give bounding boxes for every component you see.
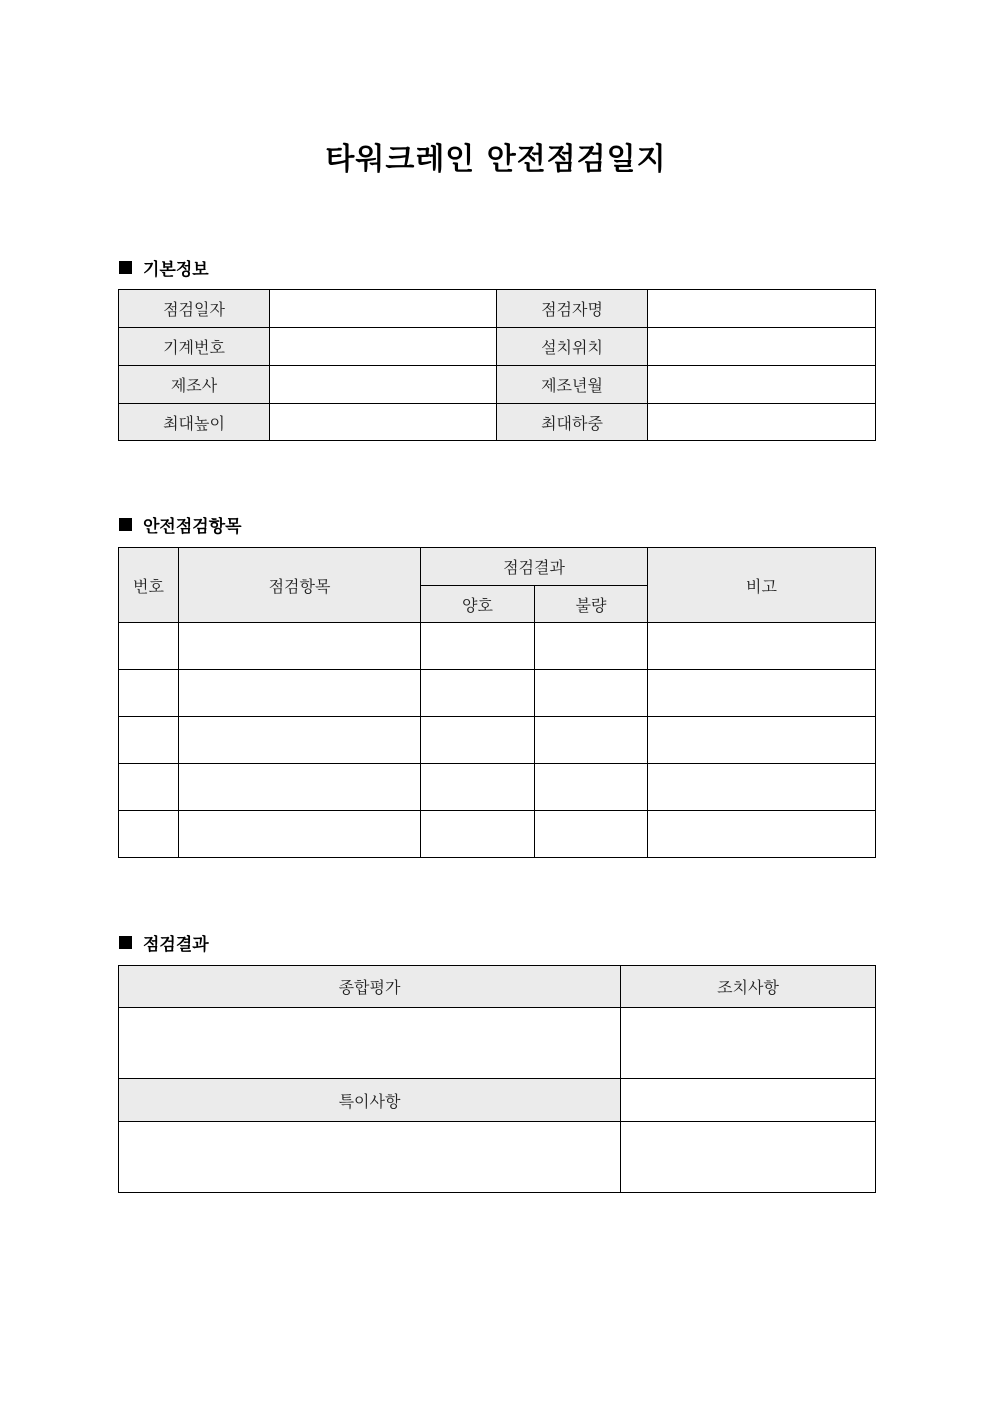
results-row (119, 1122, 876, 1193)
document-title: 타워크레인 안전점검일지 (325, 142, 667, 177)
note-cell[interactable] (648, 717, 876, 764)
label-inspection-date: 점검일자 (119, 290, 270, 328)
inspector-name-field[interactable] (648, 290, 876, 328)
good-cell[interactable] (421, 811, 535, 858)
remarks-field[interactable] (119, 1122, 621, 1193)
bad-cell[interactable] (535, 717, 648, 764)
manufacturer-field[interactable] (270, 366, 497, 404)
item-cell[interactable] (179, 623, 421, 670)
install-location-field[interactable] (648, 328, 876, 366)
basic-info-row (119, 290, 876, 328)
table-row (119, 811, 876, 858)
label-remarks: 특이사항 (119, 1079, 621, 1122)
number-cell[interactable] (119, 670, 179, 717)
square-bullet-icon (119, 261, 132, 274)
label-overall-evaluation: 종합평가 (119, 966, 621, 1008)
bad-cell[interactable] (535, 670, 648, 717)
good-cell[interactable] (421, 623, 535, 670)
note-cell[interactable] (648, 670, 876, 717)
note-cell[interactable] (648, 811, 876, 858)
basic-info-row (119, 366, 876, 404)
basic-info-row (119, 328, 876, 366)
label-machine-number: 기계번호 (119, 328, 270, 366)
label-install-location: 설치위치 (497, 328, 648, 366)
table-row (119, 717, 876, 764)
table-row (119, 623, 876, 670)
good-cell[interactable] (421, 764, 535, 811)
inspection-date-field[interactable] (270, 290, 497, 328)
overall-evaluation-field[interactable] (119, 1008, 621, 1079)
bad-cell[interactable] (535, 623, 648, 670)
good-cell[interactable] (421, 670, 535, 717)
bad-cell[interactable] (535, 764, 648, 811)
manufacture-date-field[interactable] (648, 366, 876, 404)
section-heading-label: 안전점검항목 (143, 517, 242, 537)
max-load-field[interactable] (648, 404, 876, 441)
label-manufacture-date: 제조년월 (497, 366, 648, 404)
table-row (119, 764, 876, 811)
square-bullet-icon (119, 518, 132, 531)
column-header-bad: 불량 (535, 586, 648, 623)
number-cell[interactable] (119, 811, 179, 858)
column-header-result: 점검결과 (421, 548, 648, 586)
note-cell[interactable] (648, 623, 876, 670)
item-cell[interactable] (179, 717, 421, 764)
column-header-item: 점검항목 (179, 548, 421, 623)
corrective-action-field[interactable] (621, 1122, 876, 1193)
label-inspector-name: 점검자명 (497, 290, 648, 328)
results-row (119, 1079, 876, 1122)
table-row (119, 670, 876, 717)
column-header-number: 번호 (119, 548, 179, 623)
column-header-note: 비고 (648, 548, 876, 623)
max-height-field[interactable] (270, 404, 497, 441)
section-heading-label: 기본정보 (143, 260, 209, 280)
good-cell[interactable] (421, 717, 535, 764)
basic-info-row (119, 404, 876, 441)
section-heading-basic-info (119, 255, 209, 280)
note-cell[interactable] (648, 764, 876, 811)
number-cell[interactable] (119, 717, 179, 764)
section-heading-label: 점검결과 (143, 935, 209, 955)
number-cell[interactable] (119, 623, 179, 670)
item-cell[interactable] (179, 764, 421, 811)
basic-info-table (118, 289, 876, 441)
bad-cell[interactable] (535, 811, 648, 858)
checklist-table (118, 547, 876, 858)
column-header-good: 양호 (421, 586, 535, 623)
section-heading-results (119, 930, 209, 955)
results-row (119, 1008, 876, 1079)
corrective-action-field[interactable] (621, 1008, 876, 1079)
section-heading-checklist (119, 512, 242, 537)
label-max-height: 최대높이 (119, 404, 270, 441)
square-bullet-icon (119, 936, 132, 949)
label-manufacturer: 제조사 (119, 366, 270, 404)
label-max-load: 최대하중 (497, 404, 648, 441)
corrective-action-field[interactable] (621, 1079, 876, 1122)
machine-number-field[interactable] (270, 328, 497, 366)
results-header-row (119, 966, 876, 1008)
number-cell[interactable] (119, 764, 179, 811)
checklist-header-row (119, 548, 876, 586)
results-table (118, 965, 876, 1193)
label-corrective-action: 조치사항 (621, 966, 876, 1008)
item-cell[interactable] (179, 670, 421, 717)
item-cell[interactable] (179, 811, 421, 858)
